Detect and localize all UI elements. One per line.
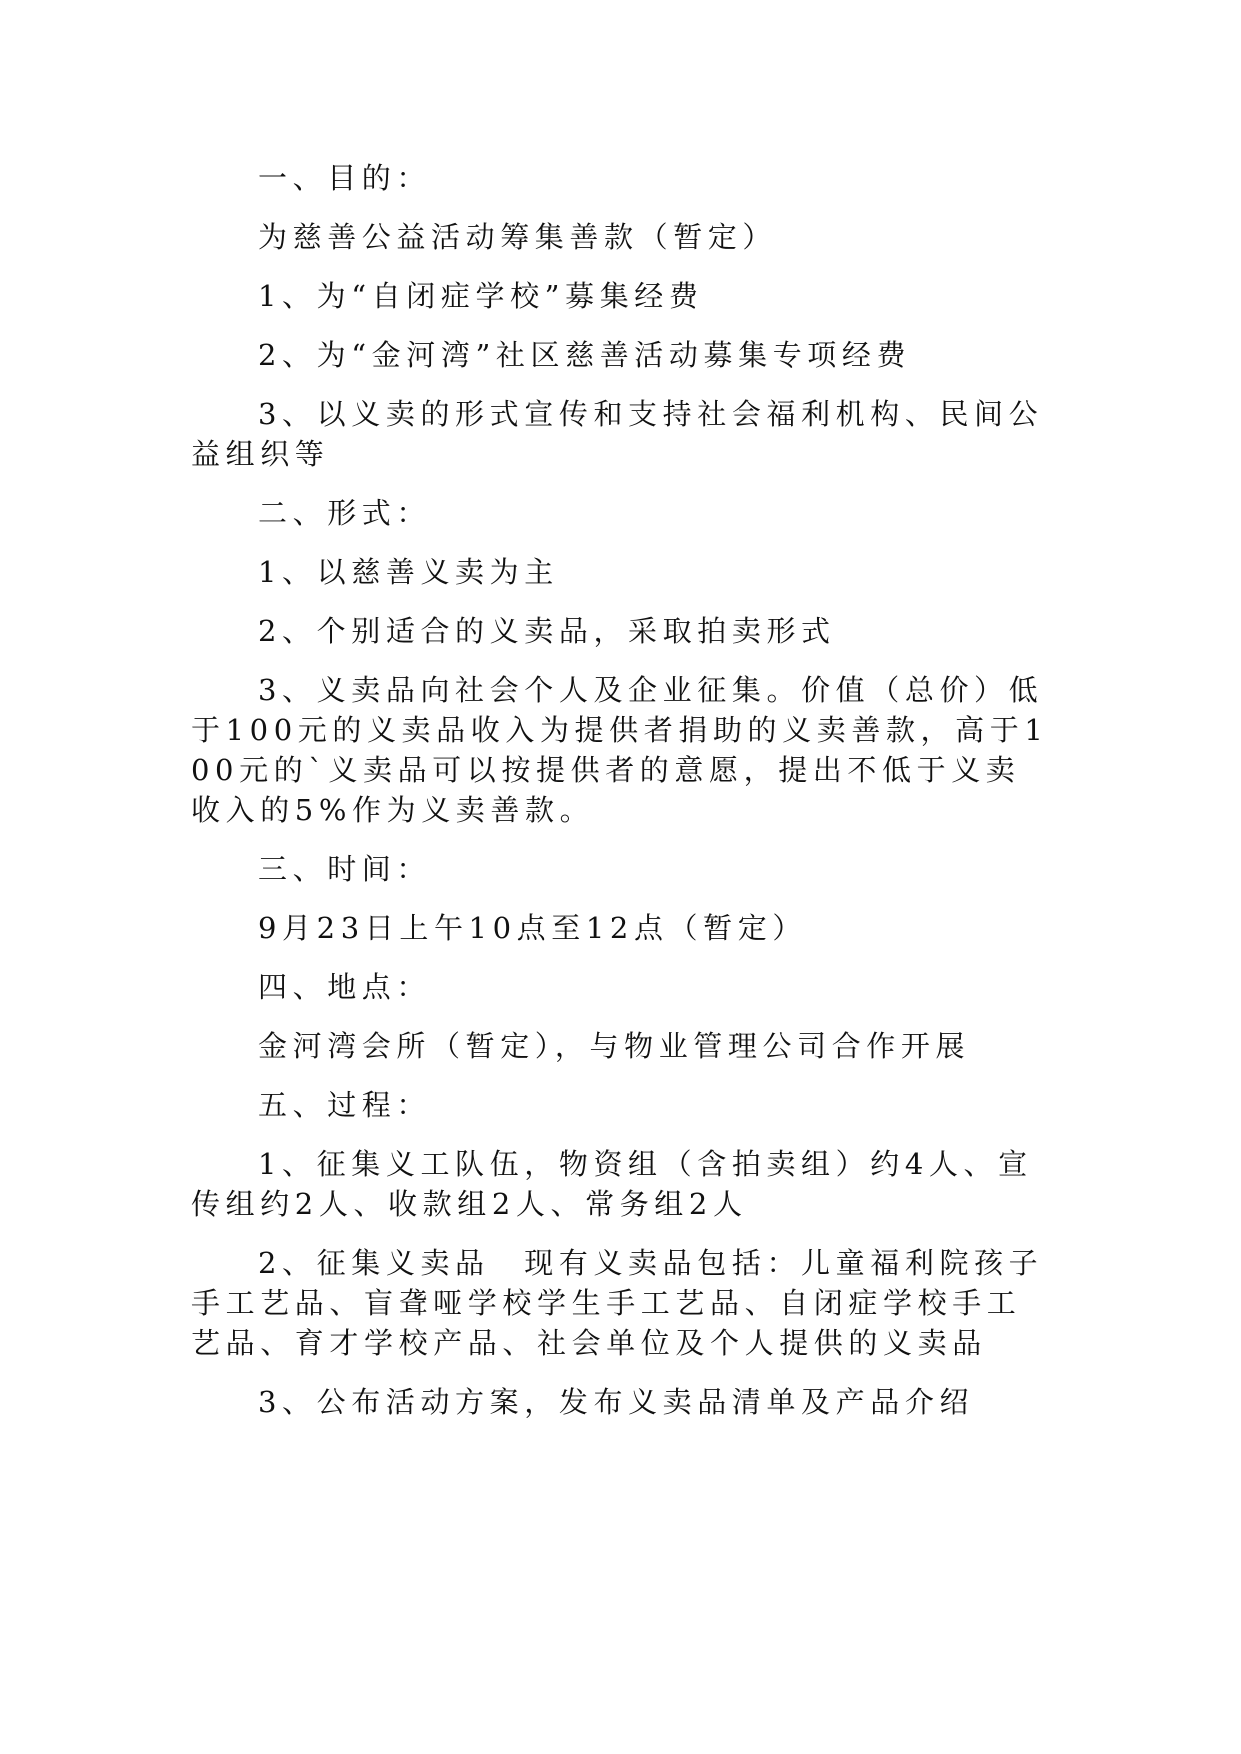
paragraph: 3、公布活动方案，发布义卖品清单及产品介绍	[258, 1385, 975, 1419]
paragraph: 1、征集义工队伍，物资组（含拍卖组）约4人、宣传组约2人、收款组2人、常务组2人	[191, 1147, 1033, 1221]
paragraph: 2、为“金河湾”社区慈善活动募集专项经费	[258, 338, 912, 372]
section-heading-form: 二、形式：	[258, 496, 432, 530]
document-body	[191, 158, 1051, 1441]
paragraph: 3、义卖品向社会个人及企业征集。价值（总价）低于100元的义卖品收入为提供者捐助的义卖善款，高于100元的`义卖品可以按提供者的意愿，提出不低于义卖收入的5%作为义卖善款。	[191, 673, 1049, 827]
paragraph: 2、征集义卖品 现有义卖品包括：儿童福利院孩子手工艺品、盲聋哑学校学生手工艺品、自闭症学校手工艺品、育才学校产品、社会单位及个人提供的义卖品	[191, 1246, 1044, 1360]
section-heading-location: 四、地点：	[258, 970, 432, 1004]
paragraph: 1、为“自闭症学校”募集经费	[258, 279, 704, 313]
section-heading-process: 五、过程：	[258, 1088, 432, 1122]
paragraph: 9月23日上午10点至12点（暂定）	[258, 911, 807, 945]
paragraph: 为慈善公益活动筹集善款（暂定）	[258, 220, 778, 254]
paragraph: 2、个别适合的义卖品，采取拍卖形式	[258, 614, 836, 648]
section-heading-time: 三、时间：	[258, 852, 432, 886]
paragraph: 3、以义卖的形式宣传和支持社会福利机构、民间公益组织等	[191, 397, 1044, 471]
section-heading-purpose: 一、目的：	[258, 161, 432, 195]
paragraph: 1、以慈善义卖为主	[258, 555, 559, 589]
paragraph: 金河湾会所（暂定），与物业管理公司合作开展	[258, 1029, 971, 1063]
